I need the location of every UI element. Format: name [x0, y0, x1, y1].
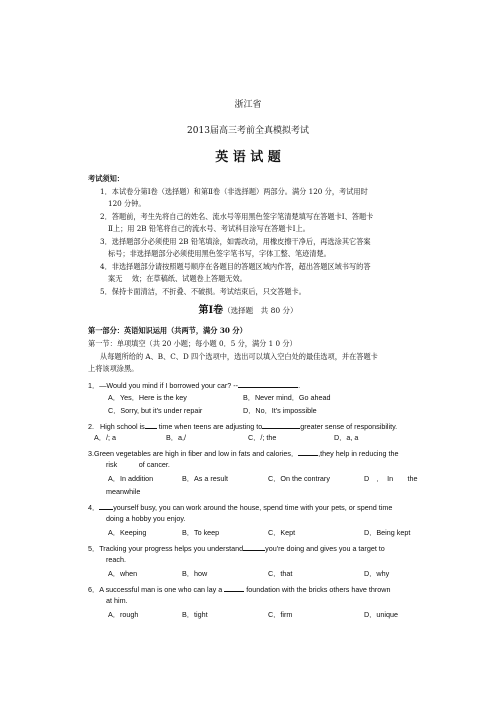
notice-title: 考试须知： [88, 174, 124, 183]
option-c: C．On the contrary [268, 474, 330, 483]
exam-title: 2013届高三考前全真模拟考试 [187, 126, 309, 136]
option-c: C．/; the [248, 433, 277, 442]
option-a: A．when [108, 569, 138, 578]
option-b: B．how [182, 569, 208, 578]
question-1: 1．—Would you mind if I borrowed your car? -- . [88, 381, 301, 390]
section-title: 第一节：单项填空（共 20 小题；每小题 0．5 分，满分 1 0 分） [88, 339, 297, 348]
notice-item-5: 5．保持卡面清洁，不折叠、不破损。考试结束后，只交答题卡。 [100, 287, 306, 296]
notice-item-1-cont: 120 分钟。 [108, 199, 146, 208]
answer-blank [262, 420, 300, 429]
answer-blank [224, 583, 244, 592]
q3-options [108, 474, 418, 484]
notice-item-1: 1．本试卷分第Ⅰ卷（选择题）和第Ⅱ卷（非选择题）两部分。满分 120 分，考试用时 [100, 187, 368, 196]
instructions-line1: 从每题所给的 A、B、C、D 四个选项中，选出可以填入空白处的最佳选项，并在答题卡 [100, 352, 378, 361]
option-a: A．rough [108, 610, 139, 619]
option-b: B．a,/ [166, 433, 186, 442]
volume-title: 第Ⅰ卷（选择题 共 80 分） [198, 305, 298, 316]
q2-options [94, 433, 358, 443]
question-6: 6．A successful man is one who can lay a foundation with the bricks others have thrown [88, 585, 391, 594]
option-d: D．Being kept [364, 528, 411, 537]
part-title: 第一部分：英语知识运用（共两节，满分 30 分） [88, 326, 247, 335]
option-a: A．Yes．Here is the key [108, 393, 187, 402]
option-c: C．Kept [268, 528, 296, 537]
notice-item-2-cont: Ⅱ上；用 2B 铅笔将自己的流水号、考试科目涂写在答题卡Ⅰ上。 [108, 224, 310, 233]
option-b: B．tight [182, 610, 208, 619]
option-b: B．Never mind．Go ahead [243, 393, 331, 402]
question-5-cont: reach. [106, 555, 126, 564]
option-d: D．unique [364, 610, 398, 619]
instructions-line2: 上将该项涂黑。 [88, 364, 139, 373]
option-b: B．To keep [182, 528, 220, 537]
question-3: 3.Green vegetables are high in fiber and low in fats and calories． ,they help in reducing the [88, 449, 399, 458]
answer-blank [238, 379, 298, 388]
answer-blank [99, 501, 113, 510]
question-4: 4． yourself busy, you can work around the house, spend time with your pets, or spend time [88, 503, 393, 512]
option-d: D．a, a [334, 433, 359, 442]
subject-title: 英 语 试 题 [215, 150, 281, 165]
q3-option-d-cont: meanwhile [106, 487, 141, 496]
province-title: 浙江省 [234, 100, 262, 110]
question-6-cont: at him. [106, 596, 128, 605]
question-3-cont: risk of cancer. [106, 460, 170, 469]
answer-blank [298, 447, 318, 456]
q1-options-row2 [108, 406, 317, 416]
notice-item-2: 2．答题前，考生先将自己的姓名、流水号等用黑色签字笔清楚填写在答题卡Ⅰ、答题卡 [100, 212, 374, 221]
q5-options [108, 569, 389, 579]
option-b: B．As a result [182, 474, 228, 483]
notice-item-4-cont: 案无 效；在草稿纸、试题卷上答题无效。 [108, 274, 247, 283]
question-4-cont: doing a hobby you enjoy. [106, 514, 186, 523]
notice-item-4: 4．非选择题部分请按照题号顺序在各题目的答题区域内作答，超出答题区域书写的答 [100, 262, 371, 271]
option-a: A．Keeping [108, 528, 147, 537]
notice-item-3: 3．选择题部分必须使用 2B 铅笔填涂，如需改动，用橡皮擦干净后，再选涂其它答案 [100, 237, 371, 246]
q6-options [108, 610, 398, 620]
q4-options [108, 528, 410, 538]
option-c: C．that [268, 569, 293, 578]
question-2: 2. High school is time when teens are adjusting to greater sense of responsibility. [88, 422, 398, 431]
option-c: C．firm [268, 610, 293, 619]
option-a: A．/; a [94, 433, 116, 442]
answer-blank [145, 420, 157, 429]
option-d: D．No．It's impossible [243, 406, 317, 415]
option-d: D．why [364, 569, 390, 578]
question-5: 5．Tracking your progress helps you understand you're doing and gives you a target to [88, 544, 385, 553]
option-a: A．In addition [108, 474, 154, 483]
option-d: D ． In the [364, 474, 418, 483]
option-c: C．Sorry, but it's under repair [108, 406, 203, 415]
notice-item-3-cont: 标号；非选择题部分必须使用黑色签字笔书写，字体工整、笔迹清楚。 [108, 249, 331, 258]
answer-blank [243, 542, 265, 551]
q1-options-row1 [108, 393, 331, 403]
